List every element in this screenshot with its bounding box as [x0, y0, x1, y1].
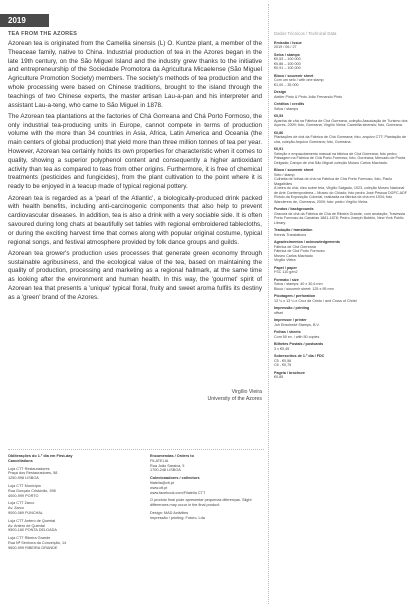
technical-data-line: Gravura de chá da Fábrica de Chá de Ribeira Grande, com anotação; Travessia Porto Formoso às Canárias 1861-1878; Pedro Joseph Bobbio, New York Public Library.: [274, 211, 405, 225]
technical-data-title: Agradecimentos / acknowledgements: [274, 240, 340, 244]
technical-data-line: Selos / stamps: 40 x 30,6 mm: [274, 282, 323, 286]
technical-data-line: 3 x €0,45: [274, 346, 290, 351]
technical-data-block: [274, 131, 408, 145]
technical-data-title: Impressor / printer: [274, 318, 307, 322]
order-line: Rua João Saraiva, 9: [150, 463, 185, 468]
technical-data-line: Kennis Translations: [274, 232, 307, 237]
technical-data-title: Folhas / sheets: [274, 330, 301, 334]
technical-data-title: €0,91: [274, 147, 284, 151]
collector-line: www.ctt.pt: [150, 485, 168, 490]
address-line: Loja CTT Antero de Quental: [8, 518, 56, 523]
article-paragraph: Azorean tea is regarded as a 'pearl of the Atlantic', a biologically-produced drink packed with health benefits, including anti-carcinogenic components that also help to prevent cardiovascular diseases. In addition, tea is also a drink with a very sociable side. It is often savoured during long chats at beautifully set tables with regional embroidered tablecloths, or during the exciting harvest time that comes along with popular original costume, typical regional songs, and festival atmosphere provided by folk dance groups and guilds.: [8, 194, 262, 246]
address-line: Loja CTT Ribeira Grande: [8, 536, 51, 541]
article-paragraph: Azorean tea grower's production uses processes that generate green economy through sustainable agribusiness, and the ecological value of the tea, based on maintaining the quality of production, processing and marketing as a regional hallmark, at the same time as looking after the environment and human health. In this way, the 'gourmet' spirit of Azorean tea that presents a 'unique' typical floral, fruity and sweet aroma fulfils its destiny as a 'green' brand of the Azores.: [8, 249, 262, 301]
collector-line: filatelia@ctt.pt: [150, 480, 174, 485]
technical-data-title: Papel / paper: [274, 265, 297, 270]
technical-data-line: Joh Enschedé Stamps, B.V.: [274, 322, 320, 327]
technical-data-line: Seleção e empacotamento manual na fábrica de Chá Gorreana; foto pedro; Paisagem na Fábrica de Chá Porto Formoso; foto, Gorreana; Mercado de Ponta Delgada; Campo de chá São Miguel coleção Museu Carlos Machado.: [274, 151, 406, 165]
address-line: 9600-999 RIBEIRA GRANDE: [8, 545, 58, 550]
technical-data-line: 13 ¼ x 13 ¼ e Cruz de Cristo / and Cross of Christ: [274, 298, 357, 303]
technical-data-line: Fábrica de Chá Porto Formoso: [274, 249, 325, 253]
technical-data-title: Sobrescritos de 1.º dia / FDC: [274, 354, 325, 358]
technical-data-block: [274, 102, 408, 111]
technical-data-title: €0,86: [274, 130, 284, 135]
address-line: 1250-998 LISBOA: [8, 476, 39, 481]
collectors-title: Colecionadores / collectors: [150, 476, 200, 481]
order-line: 1700-248 LISBOA: [150, 468, 181, 473]
store-address: [8, 501, 88, 515]
technical-data-block: [274, 306, 408, 315]
technical-data-block: [274, 354, 408, 368]
technical-data-line: €0,53 – 100 000: [274, 57, 301, 61]
technical-data-line: Colheita de folhas de chá na Fábrica de Chá Porto Formoso, foto, Paulo Magalhães: [274, 177, 393, 186]
technical-data-block: [274, 266, 408, 275]
technical-data-line: Com um selo / with one stamp: [274, 78, 324, 82]
technical-data-title: Emissão / issue: [274, 40, 302, 45]
address-line: Praça dos Restauradores, 58: [8, 471, 58, 476]
technical-data-line: €0,91 – 100 000: [274, 66, 301, 70]
technical-data-block: [274, 53, 408, 71]
technical-data-block: [274, 114, 408, 128]
article-paragraph: Azorean tea is originated from the Camellia sinensis (L) O. Kuntze plant, a member of the Theaceae family, native to China. Industrial production of tea in the Azores began in the late 19th century, on the São Miguel Island and the industry grew thanks to the initiative and entrepreneurship of the Sociedade Promotora da Agricultura Micaelense (São Miguel Agriculture Promotion Society) members. The society's methods of tea production and the whole processing were based on Chinese traditions, brought to the island through the teachings of two Chinese experts, the master artisan Lau-a-pan and his interpreter and assistant Lau-a-teng, who came to São Miguel in 1878.: [8, 40, 262, 109]
technical-data-block: [274, 41, 408, 50]
technical-data-title: Pagela / brochure: [274, 370, 305, 375]
address-line: Av. Zarco: [8, 506, 24, 511]
address-line: Rua Nª Senhora da Conceição, 14: [8, 540, 67, 545]
technical-data-block: [274, 90, 408, 99]
store-address: [8, 519, 88, 533]
technical-data-title: Impressão / printing: [274, 306, 310, 310]
technical-data-title: Bilhetes Postais / postcards: [274, 342, 324, 346]
technical-data-title: Selos / stamps: [274, 52, 300, 57]
author-signature: [150, 389, 262, 403]
address-line: Av. Antero de Quental: [8, 523, 45, 528]
technical-data-line: C6 - €0,75: [274, 363, 292, 367]
technical-data-title: Bloco / souvenir sheet: [274, 168, 314, 172]
technical-data-line: Museu Carlos Machado: [274, 253, 313, 258]
technical-data-block: [274, 147, 408, 165]
technical-data-sidebar: [274, 32, 408, 383]
technical-data-line: Fábrica de Chá Gorreana: [274, 244, 316, 249]
collector-line: www.facebook.com/Filatelia CTT: [150, 490, 206, 495]
technical-data-line: Selos / stamps: [274, 106, 299, 111]
technical-data-title: €0,53: [274, 114, 284, 118]
technical-data-line: Selo / stamp: [274, 172, 295, 177]
address-line: Loja CTT Zarco: [8, 501, 35, 506]
address-line: 9000-069 FUNCHAL: [8, 510, 44, 515]
address-line: Loja CTT Restauradores: [8, 466, 50, 471]
technical-data-line: Com 50 ex. / with 50 copies: [274, 334, 320, 339]
design-line: Impressão / printing: Futuro, Lda: [150, 515, 205, 520]
technical-data-title: Picotagem / perforation: [274, 294, 316, 298]
author-affiliation: University of the Azores: [207, 396, 262, 402]
column-divider: [268, 4, 269, 604]
order-line: FILATELIA: [150, 458, 169, 463]
article-paragraph: The Azorean tea plantations at the factories of Chá Gorreana and Chá Porto Formoso, the only industrial tea-producing units in Europe, cannot compete in terms of production volume with the more than 34 countries in Asia, Africa, Latin America and Oceania (the main centers of global production) that yield more than three million tonnes of tea per year. However, Azorean tea certainly holds its own properties for characteristic when it comes to quality, showing a superior polyphenol content and consequently a higher antioxidant activity than tea as compared to teas from other origins. Furthermore, it is free of chemical treatments (pesticides and fungicides), from the plant cultivation to the point where it is ready to be enjoyed in a teacup made of typical regional pottery.: [8, 112, 262, 191]
technical-data-block: [274, 74, 408, 88]
technical-data-line: Bloco / souvenir sheet: 125 x 95 mm: [274, 286, 334, 291]
technical-data-block: [274, 207, 408, 225]
technical-data-line: FSC 110 g/m2: [274, 270, 298, 274]
section-title: TEA FROM THE AZORES: [8, 31, 78, 37]
article-body: [8, 40, 262, 305]
address-line: Loja CTT Município: [8, 483, 41, 488]
technical-data-line: C5 - €0,56: [274, 358, 292, 363]
technical-data-title: Tradução / translation: [274, 228, 313, 232]
product-notice: O produto final pode apresentar pequenas diferenças. Slight differences may occur in the final product.: [150, 498, 252, 508]
technical-data-block: [274, 294, 408, 303]
cancellations-title: Obliterações do 1.º dia em First-day Cancellations: [8, 454, 73, 463]
technical-data-line: €0,85: [274, 375, 284, 379]
orders-title: Encomendas / Orders to: [150, 454, 194, 458]
technical-data-title: Formato / size: [274, 277, 299, 282]
technical-data-line: À beira do chá, óleo sobre tela, Virgílio Salgado, 1923, coleção Museu Nacional de Arte Contemporânea – Museu do Chiado; foto pedro José Pessoa DGPC.ADF: [274, 186, 408, 195]
technical-data-block: [274, 240, 408, 263]
address-line: Rua Gonçalo Cristóvão, 398: [8, 488, 56, 493]
author-name: Virgílio Vieira: [231, 389, 262, 395]
technical-data-line: offset: [274, 310, 283, 315]
technical-data-block: [274, 228, 408, 237]
technical-data-line: Rótulo da Exposição Colonial, realizada na fábrica de chá em 1934; foto Wanderers de, Gorreana, 2009; foto: pedro Virgílio Vieira.: [274, 195, 393, 204]
orders-info: [150, 454, 260, 524]
address-line: 9500-160 PONTA DELGADA: [8, 528, 57, 533]
technical-data-line: €1,00 – 35 000: [274, 82, 299, 87]
address-line: 4000-999 PORTO: [8, 493, 39, 498]
technical-data-title: Fundos / backgrounds: [274, 207, 314, 211]
technical-data-block: [274, 318, 408, 327]
store-address: [8, 484, 88, 498]
technical-data-line: 2019 / 06 / 27: [274, 45, 297, 49]
technical-data-line: €0,86 – 100 000: [274, 61, 301, 66]
technical-data-line: Plantações de chá da Fábrica de Chá Gorreana; foto, arquivo CTT; Plantação de chá, coleção Arquivo Gorreana; foto, Gorreana.: [274, 135, 407, 144]
year-tab: 2019: [0, 14, 49, 27]
technical-data-line: Apanha de chá na Fábrica de Chá Gorreana, coleção Associação de Turismo dos Açores, 2009; foto, Gorreana; Virgílio Vieira; Camellia sinensis; foto, Gorreana.: [274, 118, 408, 127]
collectors-contacts: [150, 481, 260, 495]
footer-divider: [8, 449, 264, 450]
technical-data-title: Design: [274, 90, 287, 94]
technical-data-heading: Dados Técnicos / Technical Data: [274, 31, 337, 36]
design-credits: [150, 511, 260, 521]
technical-data-title: Bloco / souvenir sheet: [274, 73, 314, 78]
first-day-cancellations: [8, 454, 88, 554]
technical-data-title: Créditos / credits: [274, 102, 305, 106]
orders-address: [150, 459, 260, 473]
technical-data-line: Atelier Pinto & Pinto João Fernando Pinto: [274, 94, 343, 99]
design-line: Design: MAD Activities: [150, 510, 189, 515]
technical-data-block: [274, 371, 408, 380]
technical-data-block: [274, 168, 408, 204]
technical-data-line: Virgílio Vieira: [274, 258, 296, 262]
technical-data-block: [274, 342, 408, 351]
technical-data-block: [274, 278, 408, 292]
store-address: [8, 536, 88, 550]
technical-data-block: [274, 330, 408, 339]
store-address: [8, 467, 88, 481]
